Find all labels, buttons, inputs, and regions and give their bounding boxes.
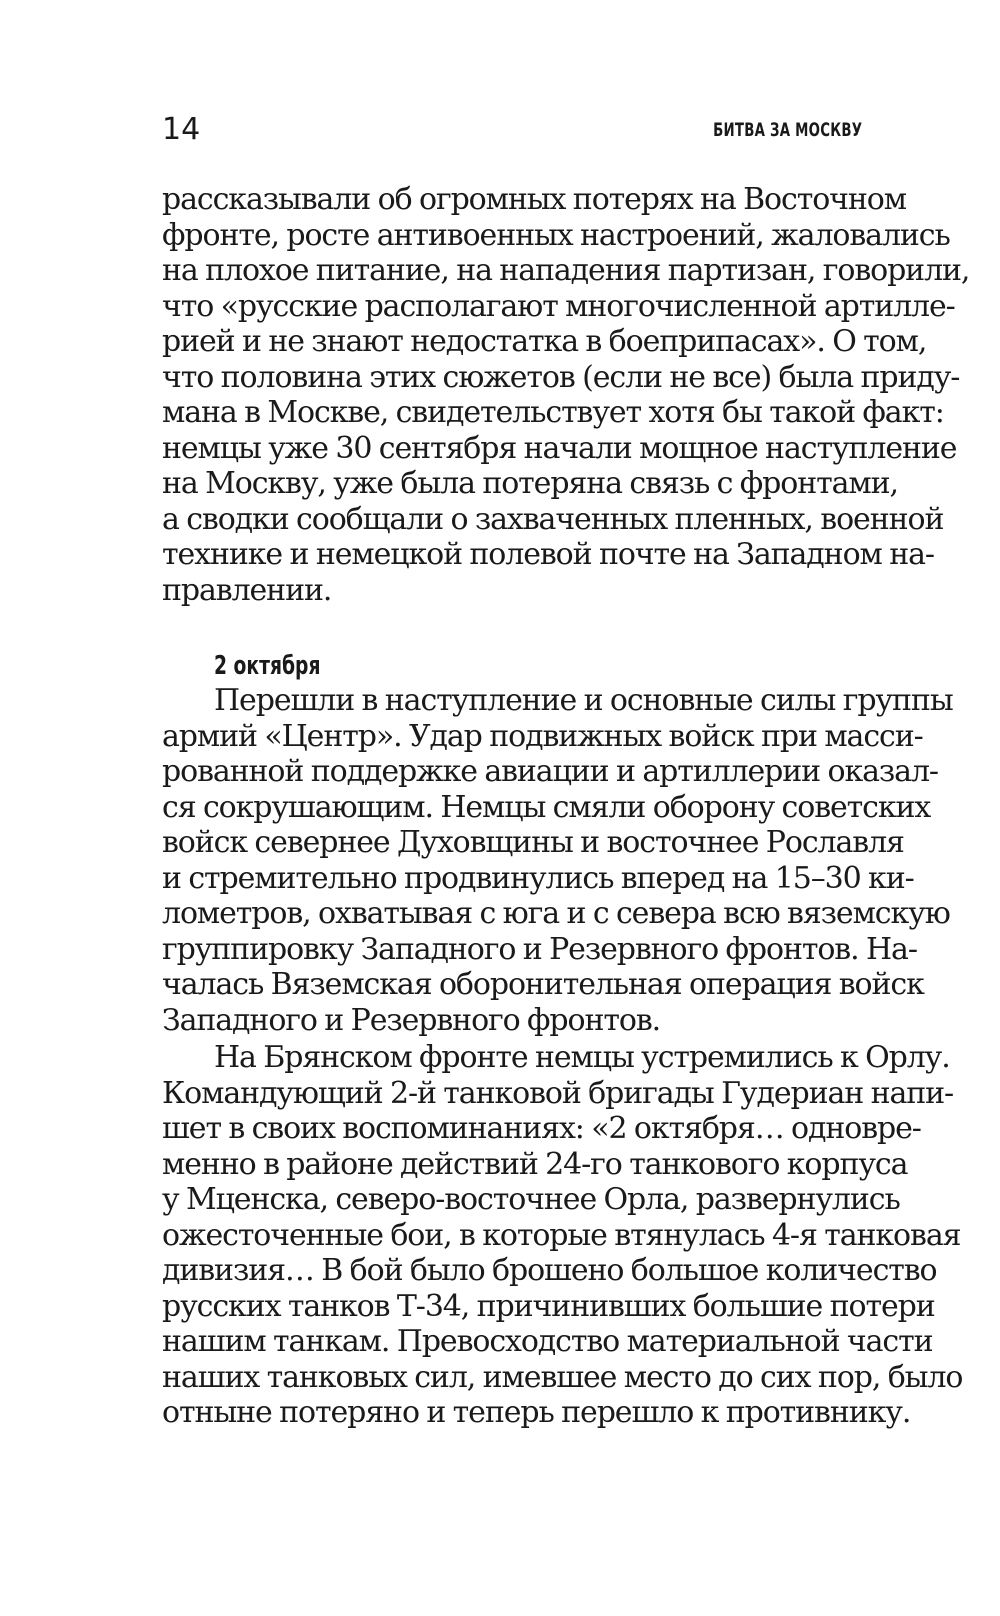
paragraph-intro	[162, 182, 970, 608]
text-line: технике и немецкой полевой почте на Западном на-	[162, 537, 934, 572]
text-line: армий «Центр». Удар подвижных войск при масси-	[162, 718, 923, 754]
text-line: фронте, росте антивоенных настроений, жаловались	[162, 217, 950, 253]
text-line: Западного и Резервного фронтов.	[162, 1002, 661, 1038]
text-line: отныне потеряно и теперь перешло к противнику.	[162, 1395, 911, 1430]
text-line: На Брянском фронте немцы устремились к Орлу.	[214, 1040, 950, 1075]
text-line: у Мценска, северо-восточнее Орла, развернулись	[162, 1182, 900, 1217]
text-line: Командующий 2-й танковой бригады Гудериан напи-	[162, 1075, 954, 1111]
text-line: немцы уже 30 сентября начали мощное наступление	[162, 430, 957, 466]
paragraph-oct2-second	[162, 1040, 963, 1431]
running-head	[162, 112, 862, 152]
text-line: а сводки сообщали о захваченных пленных, военной	[162, 501, 944, 537]
text-line: наших танковых сил, имевшее место до сих пор, было	[162, 1359, 963, 1395]
text-line: на плохое питание, на нападения партизан, говорили,	[162, 253, 970, 288]
text-line: и стремительно продвинулись вперед на 15–30 ки-	[162, 860, 914, 896]
running-title: БИТВА ЗА МОСКВУ	[712, 119, 862, 141]
text-line: войск севернее Духовщины и восточнее Рославля	[162, 825, 904, 860]
text-line: правлении.	[162, 572, 332, 608]
text-line: русских танков Т-34, причинивших большие потери	[162, 1288, 935, 1324]
text-line: чалась Вяземская оборонительная операция войск	[162, 967, 924, 1002]
text-line: шет в своих воспоминаниях: «2 октября… одновре-	[162, 1111, 921, 1146]
text-line: рованной поддержке авиации и артиллерии оказал-	[162, 754, 938, 789]
text-line: что «русские располагают многочисленной артилле-	[162, 288, 955, 324]
text-line: Перешли в наступление и основные силы группы	[214, 683, 953, 718]
text-line: рией и не знают недостатка в боеприпасах». О том,	[162, 324, 927, 359]
section-heading: 2 октября	[214, 651, 321, 681]
text-line: рассказывали об огромных потерях на Восточном	[162, 182, 907, 217]
text-line: менно в районе действий 24-го танкового корпуса	[162, 1146, 908, 1182]
text-line: ожесточенные бои, в которые втянулась 4-я танковая	[162, 1217, 961, 1253]
text-line: дивизия… В бой было брошено большое количество	[162, 1253, 937, 1288]
paragraph-oct2-first	[162, 683, 953, 1038]
text-line: ся сокрушающим. Немцы смяли оборону советских	[162, 789, 931, 825]
text-line: на Москву, уже была потеряна связь с фронтами,	[162, 466, 898, 501]
page-number: 14	[162, 112, 201, 147]
text-line: лометров, охватывая с юга и с севера всю вяземскую	[162, 896, 950, 931]
text-line: нашим танкам. Превосходство материальной части	[162, 1324, 933, 1359]
text-line: группировку Западного и Резервного фронтов. На-	[162, 931, 917, 967]
text-line: что половина этих сюжетов (если не все) была приду-	[162, 359, 960, 395]
text-line: мана в Москве, свидетельствует хотя бы такой факт:	[162, 395, 944, 430]
